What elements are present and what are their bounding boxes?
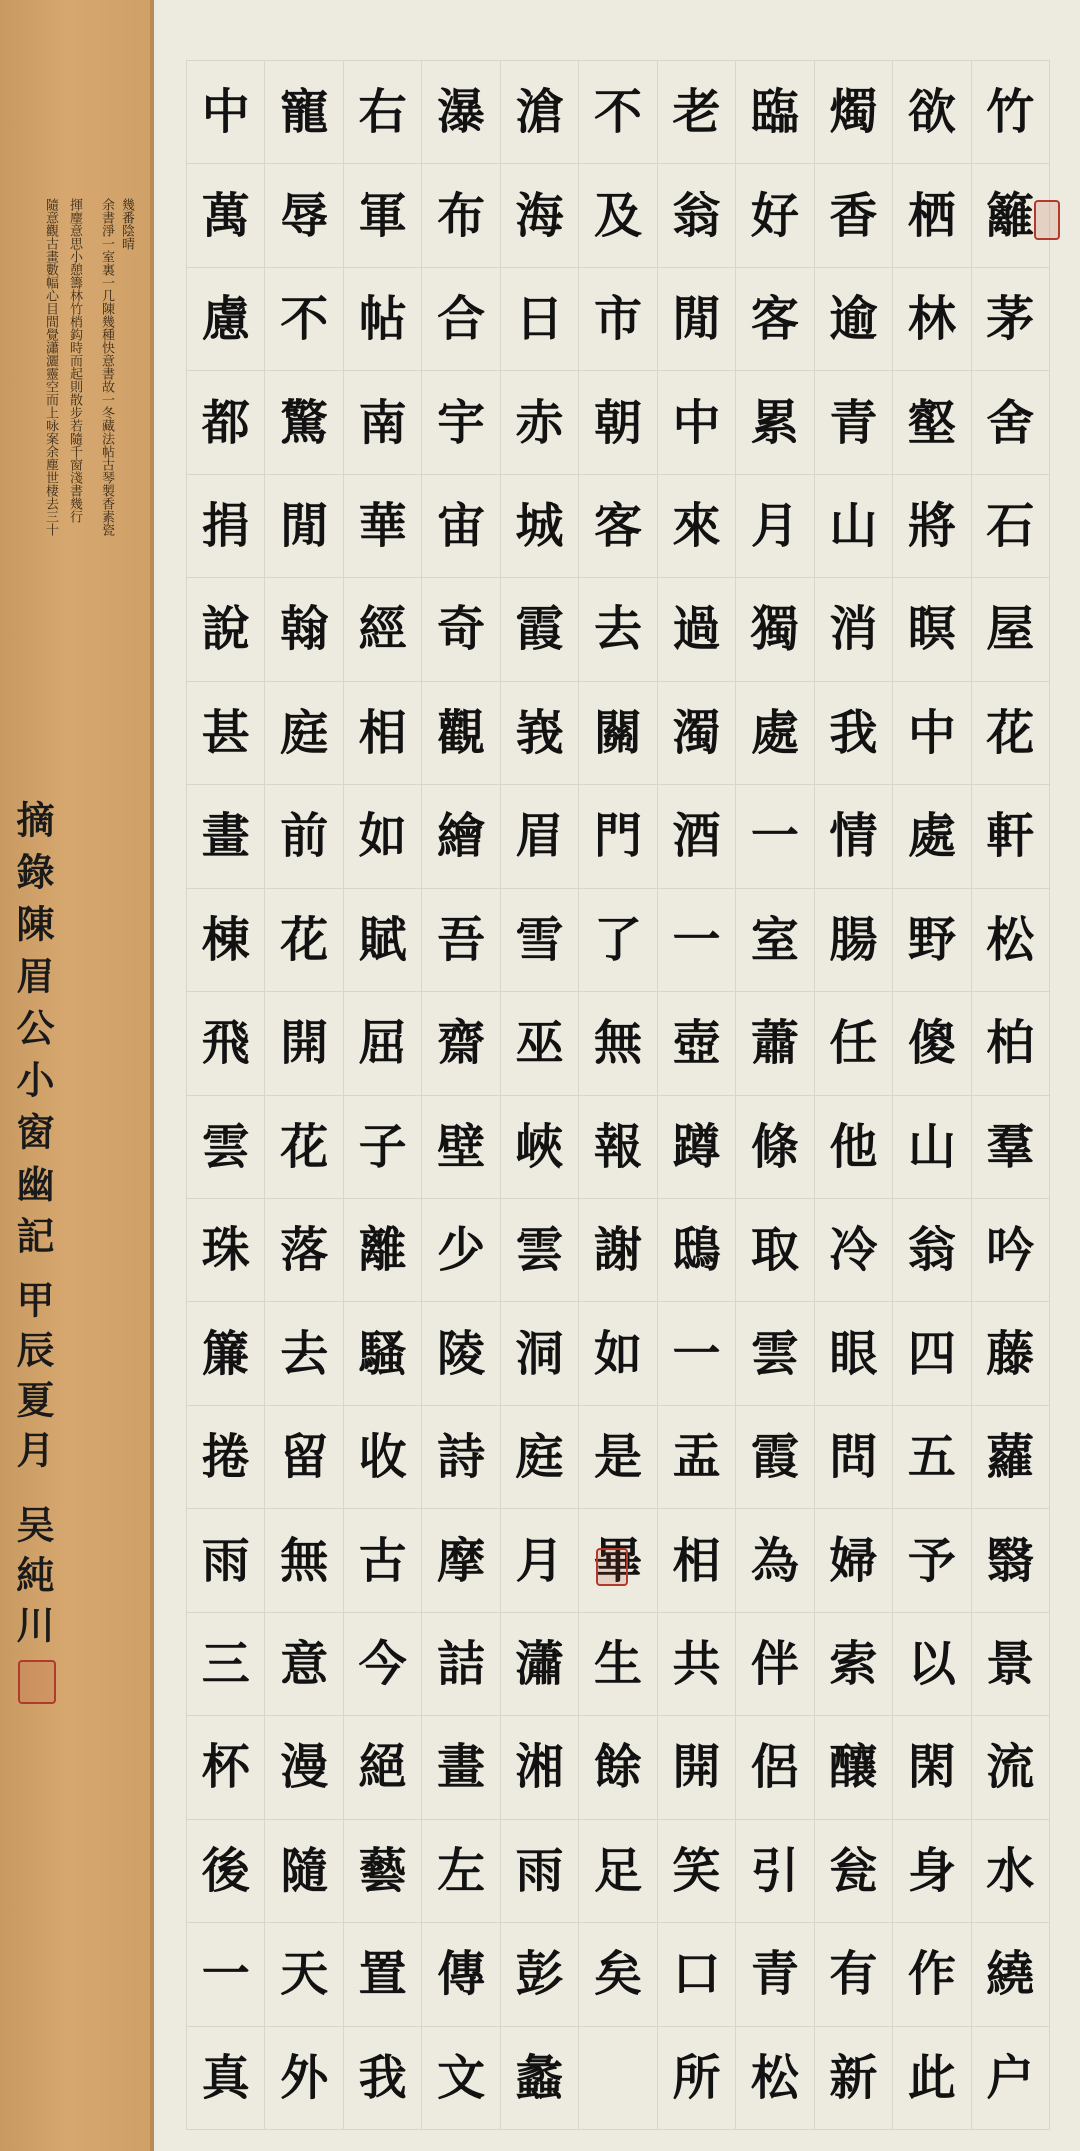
character-cell: 天 bbox=[265, 1923, 342, 2026]
character-cell: 蘿 bbox=[972, 1406, 1049, 1509]
character-cell: 隨 bbox=[265, 1820, 342, 1923]
character-cell: 蹲 bbox=[658, 1096, 735, 1199]
character-cell: 足 bbox=[579, 1820, 656, 1923]
character-cell: 伴 bbox=[736, 1613, 813, 1716]
character-cell: 萬 bbox=[187, 164, 264, 267]
character-cell: 慮 bbox=[187, 268, 264, 371]
character-cell: 冷 bbox=[815, 1199, 892, 1302]
character-cell: 口 bbox=[658, 1923, 735, 2026]
character-cell: 籬 bbox=[972, 164, 1049, 267]
character-cell: 蠡 bbox=[501, 2027, 578, 2130]
character-cell: 閒 bbox=[265, 475, 342, 578]
character-cell: 瀑 bbox=[422, 60, 499, 164]
character-cell: 矣 bbox=[579, 1923, 656, 2026]
character-cell: 繪 bbox=[422, 785, 499, 888]
character-cell: 條 bbox=[736, 1096, 813, 1199]
character-cell: 庭 bbox=[265, 682, 342, 785]
character-cell: 庭 bbox=[501, 1406, 578, 1509]
character-cell: 臨 bbox=[736, 60, 813, 164]
character-cell: 經 bbox=[344, 578, 421, 681]
character-cell: 一 bbox=[187, 1923, 264, 2026]
character-cell: 瓮 bbox=[815, 1820, 892, 1923]
character-cell: 處 bbox=[736, 682, 813, 785]
character-cell: 一 bbox=[658, 889, 735, 992]
character-cell: 左 bbox=[422, 1820, 499, 1923]
character-cell: 將 bbox=[893, 475, 970, 578]
character-cell: 不 bbox=[579, 60, 656, 164]
character-cell: 門 bbox=[579, 785, 656, 888]
character-cell: 獨 bbox=[736, 578, 813, 681]
inscription-signature: 甲辰夏月 吴純川 bbox=[10, 1280, 55, 1656]
character-cell: 翁 bbox=[893, 1199, 970, 1302]
character-cell: 寵 bbox=[265, 60, 342, 164]
character-cell: 宙 bbox=[422, 475, 499, 578]
text-column bbox=[892, 60, 970, 2130]
character-cell: 真 bbox=[187, 2027, 264, 2130]
character-cell: 閒 bbox=[658, 268, 735, 371]
character-cell: 畫 bbox=[422, 1716, 499, 1819]
small-note: 揮麈意思小憩籌林竹梢鈎時而起則散步若隨千窗淺書幾行 bbox=[67, 198, 82, 523]
character-cell: 為 bbox=[736, 1509, 813, 1612]
character-cell: 華 bbox=[344, 475, 421, 578]
character-cell: 摩 bbox=[422, 1509, 499, 1612]
character-cell: 消 bbox=[815, 578, 892, 681]
small-note: 幾番陰晴 bbox=[119, 198, 134, 250]
character-cell: 開 bbox=[265, 992, 342, 1095]
character-cell: 四 bbox=[893, 1302, 970, 1405]
character-cell: 落 bbox=[265, 1199, 342, 1302]
character-cell: 所 bbox=[658, 2027, 735, 2130]
character-cell: 香 bbox=[815, 164, 892, 267]
character-cell: 處 bbox=[893, 785, 970, 888]
character-cell: 赤 bbox=[501, 371, 578, 474]
character-cell: 置 bbox=[344, 1923, 421, 2026]
character-cell: 峩 bbox=[501, 682, 578, 785]
character-cell: 柏 bbox=[972, 992, 1049, 1095]
character-cell: 一 bbox=[736, 785, 813, 888]
character-cell: 我 bbox=[344, 2027, 421, 2130]
character-cell: 藝 bbox=[344, 1820, 421, 1923]
text-column bbox=[578, 60, 656, 2130]
character-cell: 酒 bbox=[658, 785, 735, 888]
small-note: 隨意觀古畫數幅心目間覺瀟灑靈空而上咏案余塵世棲去三十 bbox=[43, 198, 58, 536]
text-column bbox=[343, 60, 421, 2130]
character-cell: 陵 bbox=[422, 1302, 499, 1405]
character-cell: 眼 bbox=[815, 1302, 892, 1405]
character-cell: 林 bbox=[893, 268, 970, 371]
character-cell: 湘 bbox=[501, 1716, 578, 1819]
text-column bbox=[814, 60, 892, 2130]
character-cell: 來 bbox=[658, 475, 735, 578]
character-cell: 茅 bbox=[972, 268, 1049, 371]
character-cell: 杯 bbox=[187, 1716, 264, 1819]
character-cell: 瞑 bbox=[893, 578, 970, 681]
character-cell: 奇 bbox=[422, 578, 499, 681]
character-cell: 笑 bbox=[658, 1820, 735, 1923]
character-cell: 屋 bbox=[972, 578, 1049, 681]
character-cell: 無 bbox=[579, 992, 656, 1095]
character-cell: 山 bbox=[815, 475, 892, 578]
seal-top bbox=[1034, 200, 1060, 240]
character-cell: 好 bbox=[736, 164, 813, 267]
character-cell: 畫 bbox=[187, 785, 264, 888]
character-cell: 辱 bbox=[265, 164, 342, 267]
character-cell: 此 bbox=[893, 2027, 970, 2130]
character-cell: 合 bbox=[422, 268, 499, 371]
character-cell: 去 bbox=[579, 578, 656, 681]
character-cell: 中 bbox=[893, 682, 970, 785]
character-cell: 索 bbox=[815, 1613, 892, 1716]
character-cell: 三 bbox=[187, 1613, 264, 1716]
character-cell: 不 bbox=[265, 268, 342, 371]
character-cell: 松 bbox=[736, 2027, 813, 2130]
text-column bbox=[264, 60, 342, 2130]
character-cell: 前 bbox=[265, 785, 342, 888]
text-column bbox=[657, 60, 735, 2130]
character-cell: 傳 bbox=[422, 1923, 499, 2026]
character-cell: 繞 bbox=[972, 1923, 1049, 2026]
character-cell: 生 bbox=[579, 1613, 656, 1716]
character-cell: 少 bbox=[422, 1199, 499, 1302]
character-cell: 珠 bbox=[187, 1199, 264, 1302]
character-cell: 飛 bbox=[187, 992, 264, 1095]
character-cell: 翰 bbox=[265, 578, 342, 681]
character-cell: 傻 bbox=[893, 992, 970, 1095]
character-cell: 後 bbox=[187, 1820, 264, 1923]
character-cell: 雲 bbox=[187, 1096, 264, 1199]
character-cell bbox=[579, 2027, 656, 2130]
character-cell: 去 bbox=[265, 1302, 342, 1405]
character-cell: 月 bbox=[736, 475, 813, 578]
character-cell: 過 bbox=[658, 578, 735, 681]
character-cell: 以 bbox=[893, 1613, 970, 1716]
character-cell: 青 bbox=[736, 1923, 813, 2026]
character-cell: 盂 bbox=[658, 1406, 735, 1509]
character-cell: 燭 bbox=[815, 60, 892, 164]
character-cell: 捲 bbox=[187, 1406, 264, 1509]
character-cell: 逾 bbox=[815, 268, 892, 371]
character-cell: 累 bbox=[736, 371, 813, 474]
character-cell: 日 bbox=[501, 268, 578, 371]
character-cell: 中 bbox=[187, 60, 264, 164]
character-cell: 共 bbox=[658, 1613, 735, 1716]
character-cell: 新 bbox=[815, 2027, 892, 2130]
text-column bbox=[735, 60, 813, 2130]
character-cell: 捐 bbox=[187, 475, 264, 578]
character-cell: 霞 bbox=[736, 1406, 813, 1509]
character-cell: 屈 bbox=[344, 992, 421, 1095]
character-cell: 離 bbox=[344, 1199, 421, 1302]
character-cell: 石 bbox=[972, 475, 1049, 578]
character-cell: 室 bbox=[736, 889, 813, 992]
character-cell: 雲 bbox=[736, 1302, 813, 1405]
character-cell: 花 bbox=[265, 1096, 342, 1199]
small-note: 余書淨一室裏一几陳幾種快意書故一冬藏法帖古琴製香素瓷 bbox=[99, 198, 114, 536]
text-column bbox=[971, 60, 1050, 2130]
character-cell: 如 bbox=[579, 1302, 656, 1405]
character-cell: 子 bbox=[344, 1096, 421, 1199]
seal-mid bbox=[596, 1548, 628, 1586]
character-cell: 甚 bbox=[187, 682, 264, 785]
character-cell: 花 bbox=[265, 889, 342, 992]
character-cell: 驚 bbox=[265, 371, 342, 474]
character-cell: 及 bbox=[579, 164, 656, 267]
character-cell: 右 bbox=[344, 60, 421, 164]
character-cell: 關 bbox=[579, 682, 656, 785]
character-cell: 一 bbox=[658, 1302, 735, 1405]
character-cell: 閑 bbox=[893, 1716, 970, 1819]
character-cell: 他 bbox=[815, 1096, 892, 1199]
character-cell: 眉 bbox=[501, 785, 578, 888]
character-cell: 了 bbox=[579, 889, 656, 992]
character-cell: 栖 bbox=[893, 164, 970, 267]
character-cell: 布 bbox=[422, 164, 499, 267]
character-cell: 是 bbox=[579, 1406, 656, 1509]
character-cell: 今 bbox=[344, 1613, 421, 1716]
character-cell: 問 bbox=[815, 1406, 892, 1509]
character-cell: 都 bbox=[187, 371, 264, 474]
character-cell: 外 bbox=[265, 2027, 342, 2130]
character-cell: 簾 bbox=[187, 1302, 264, 1405]
character-cell: 餘 bbox=[579, 1716, 656, 1819]
character-cell: 客 bbox=[736, 268, 813, 371]
character-cell: 說 bbox=[187, 578, 264, 681]
character-cell: 客 bbox=[579, 475, 656, 578]
character-cell: 引 bbox=[736, 1820, 813, 1923]
character-cell: 壑 bbox=[893, 371, 970, 474]
character-cell: 蕭 bbox=[736, 992, 813, 1095]
character-cell: 詰 bbox=[422, 1613, 499, 1716]
character-cell: 霞 bbox=[501, 578, 578, 681]
inscription-title: 摘錄陳眉公小窗幽記 bbox=[10, 800, 55, 1268]
character-cell: 月 bbox=[501, 1509, 578, 1612]
character-cell: 賦 bbox=[344, 889, 421, 992]
character-cell: 報 bbox=[579, 1096, 656, 1199]
text-column bbox=[500, 60, 578, 2130]
character-cell: 有 bbox=[815, 1923, 892, 2026]
main-text-grid bbox=[186, 60, 1050, 2130]
character-cell: 南 bbox=[344, 371, 421, 474]
character-cell: 羣 bbox=[972, 1096, 1049, 1199]
character-cell: 意 bbox=[265, 1613, 342, 1716]
character-cell: 壺 bbox=[658, 992, 735, 1095]
character-cell: 相 bbox=[344, 682, 421, 785]
character-cell: 峽 bbox=[501, 1096, 578, 1199]
character-cell: 詩 bbox=[422, 1406, 499, 1509]
character-cell: 雲 bbox=[501, 1199, 578, 1302]
text-column bbox=[421, 60, 499, 2130]
character-cell: 予 bbox=[893, 1509, 970, 1612]
character-cell: 雨 bbox=[501, 1820, 578, 1923]
character-cell: 齋 bbox=[422, 992, 499, 1095]
character-cell: 滄 bbox=[501, 60, 578, 164]
character-cell: 瀟 bbox=[501, 1613, 578, 1716]
character-cell: 雨 bbox=[187, 1509, 264, 1612]
character-cell: 釀 bbox=[815, 1716, 892, 1819]
character-cell: 棟 bbox=[187, 889, 264, 992]
character-cell: 野 bbox=[893, 889, 970, 992]
character-cell: 我 bbox=[815, 682, 892, 785]
character-cell: 如 bbox=[344, 785, 421, 888]
character-cell: 老 bbox=[658, 60, 735, 164]
character-cell: 青 bbox=[815, 371, 892, 474]
character-cell: 開 bbox=[658, 1716, 735, 1819]
character-cell: 畢 bbox=[579, 1509, 656, 1612]
character-cell: 中 bbox=[658, 371, 735, 474]
character-cell: 收 bbox=[344, 1406, 421, 1509]
character-cell: 吾 bbox=[422, 889, 499, 992]
character-cell: 取 bbox=[736, 1199, 813, 1302]
character-cell: 雪 bbox=[501, 889, 578, 992]
character-cell: 文 bbox=[422, 2027, 499, 2130]
character-cell: 腸 bbox=[815, 889, 892, 992]
character-cell: 朝 bbox=[579, 371, 656, 474]
character-cell: 城 bbox=[501, 475, 578, 578]
character-cell: 彭 bbox=[501, 1923, 578, 2026]
character-cell: 侶 bbox=[736, 1716, 813, 1819]
character-cell: 鴟 bbox=[658, 1199, 735, 1302]
character-cell: 觀 bbox=[422, 682, 499, 785]
character-cell: 五 bbox=[893, 1406, 970, 1509]
character-cell: 户 bbox=[972, 2027, 1049, 2130]
character-cell: 流 bbox=[972, 1716, 1049, 1819]
character-cell: 留 bbox=[265, 1406, 342, 1509]
character-cell: 吟 bbox=[972, 1199, 1049, 1302]
character-cell: 藤 bbox=[972, 1302, 1049, 1405]
character-cell: 帖 bbox=[344, 268, 421, 371]
text-column bbox=[186, 60, 264, 2130]
character-cell: 軍 bbox=[344, 164, 421, 267]
character-cell: 古 bbox=[344, 1509, 421, 1612]
character-cell: 身 bbox=[893, 1820, 970, 1923]
character-cell: 騷 bbox=[344, 1302, 421, 1405]
character-cell: 濁 bbox=[658, 682, 735, 785]
seal-mount bbox=[18, 1660, 56, 1704]
character-cell: 相 bbox=[658, 1509, 735, 1612]
character-cell: 花 bbox=[972, 682, 1049, 785]
character-cell: 巫 bbox=[501, 992, 578, 1095]
character-cell: 情 bbox=[815, 785, 892, 888]
character-cell: 海 bbox=[501, 164, 578, 267]
character-cell: 水 bbox=[972, 1820, 1049, 1923]
character-cell: 市 bbox=[579, 268, 656, 371]
character-cell: 欲 bbox=[893, 60, 970, 164]
character-cell: 竹 bbox=[972, 60, 1049, 164]
character-cell: 翳 bbox=[972, 1509, 1049, 1612]
character-cell: 宇 bbox=[422, 371, 499, 474]
character-cell: 任 bbox=[815, 992, 892, 1095]
character-cell: 軒 bbox=[972, 785, 1049, 888]
character-cell: 壁 bbox=[422, 1096, 499, 1199]
character-cell: 謝 bbox=[579, 1199, 656, 1302]
character-cell: 絕 bbox=[344, 1716, 421, 1819]
character-cell: 漫 bbox=[265, 1716, 342, 1819]
character-cell: 松 bbox=[972, 889, 1049, 992]
character-cell: 婦 bbox=[815, 1509, 892, 1612]
character-cell: 翁 bbox=[658, 164, 735, 267]
character-cell: 洞 bbox=[501, 1302, 578, 1405]
character-cell: 舍 bbox=[972, 371, 1049, 474]
character-cell: 作 bbox=[893, 1923, 970, 2026]
character-cell: 山 bbox=[893, 1096, 970, 1199]
character-cell: 無 bbox=[265, 1509, 342, 1612]
character-cell: 景 bbox=[972, 1613, 1049, 1716]
